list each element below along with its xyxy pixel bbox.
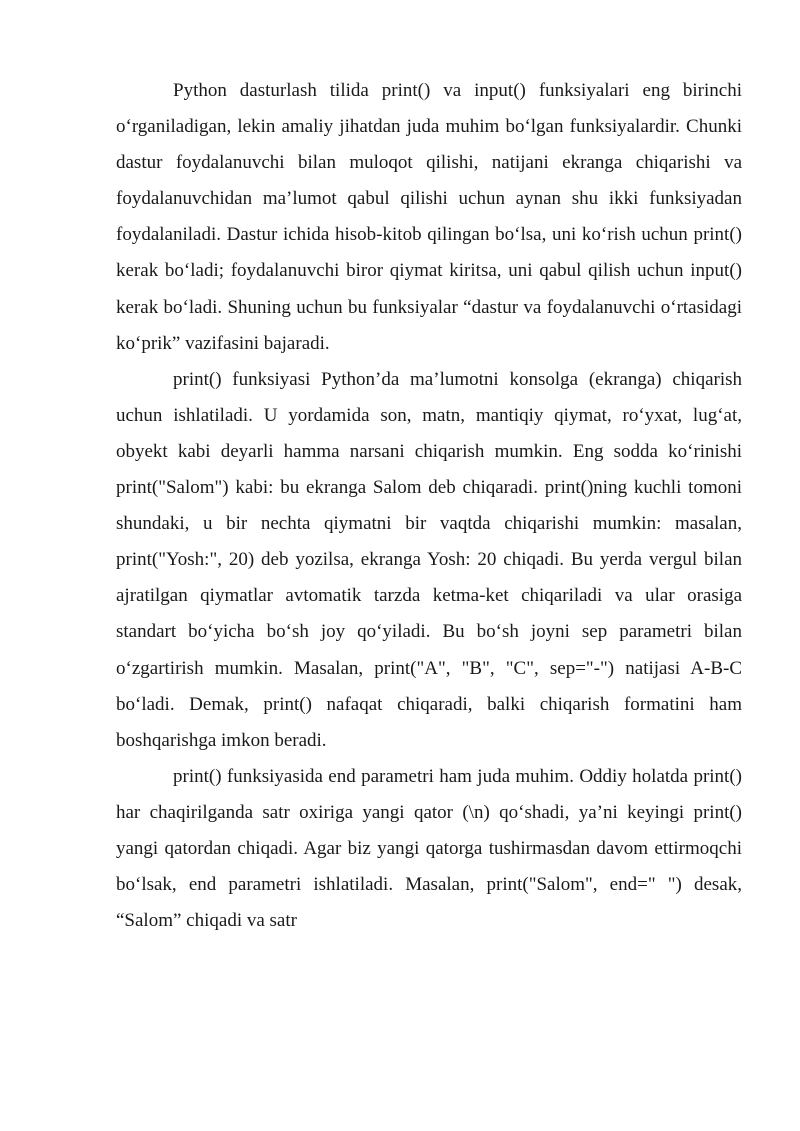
paragraph-end-parameter: print() funksiyasida end parametri ham juda muhim. Oddiy holatda print() har chaqirilganda satr oxiriga yangi qator (\n) qo‘shadi, ya’ni keyingi print() yangi qatordan chiqadi. Agar biz yangi qatorga tushirmasdan davom ettirmoqchi bo‘lsak, end parametri ishlatiladi. Masalan, print("Salom", end=" ") desak, “Salom” chiqadi va satr [116, 765, 742, 932]
paragraph-print-function: print() funksiyasi Python’da ma’lumotni konsolga (ekranga) chiqarish uchun ishlatiladi. U yordamida son, matn, mantiqiy qiymat, ro‘yxat, lug‘at, obyekt kabi deyarli hamma narsani chiqarish mumkin. Eng sodda ko‘rinishi print("Salom") kabi: bu ekranga Salom deb chiqaradi. print()ning kuchli tomoni shundaki, u bir nechta qiymatni bir vaqtda chiqarishi mumkin: masalan, print("Yosh:", 20) deb yozilsa, ekranga Yosh: 20 chiqadi. Bu yerda vergul bilan ajratilgan qiymatlar avtomatik tarzda ketma-ket chiqariladi va ular orasiga standart bo‘yicha bo‘sh joy qo‘yiladi. Bu bo‘sh joyni sep parametri bilan o‘zgartirish mumkin. Masalan, print("A", "B", "C", sep="-") natijasi A-B-C bo‘ladi. Demak, print() nafaqat chiqaradi, balki chiqarish formatini ham boshqarishga imkon beradi. [116, 368, 742, 751]
document-page [116, 73, 742, 939]
paragraph-intro: Python dasturlash tilida print() va input() funksiyalari eng birinchi o‘rganiladigan, lekin amaliy jihatdan juda muhim bo‘lgan funksiyalardir. Chunki dastur foydalanuvchi bilan muloqot qilishi, natijani ekranga chiqarishi va foydalanuvchidan ma’lumot qabul qilishi uchun aynan shu ikki funksiyadan foydalaniladi. Dastur ichida hisob-kitob qilingan bo‘lsa, uni ko‘rish uchun print() kerak bo‘ladi; foydalanuvchi biror qiymat kiritsa, uni qabul qilish uchun input() kerak bo‘ladi. Shuning uchun bu funksiyalar “dastur va foydalanuvchi o‘rtasidagi ko‘prik” vazifasini bajaradi. [116, 80, 742, 354]
